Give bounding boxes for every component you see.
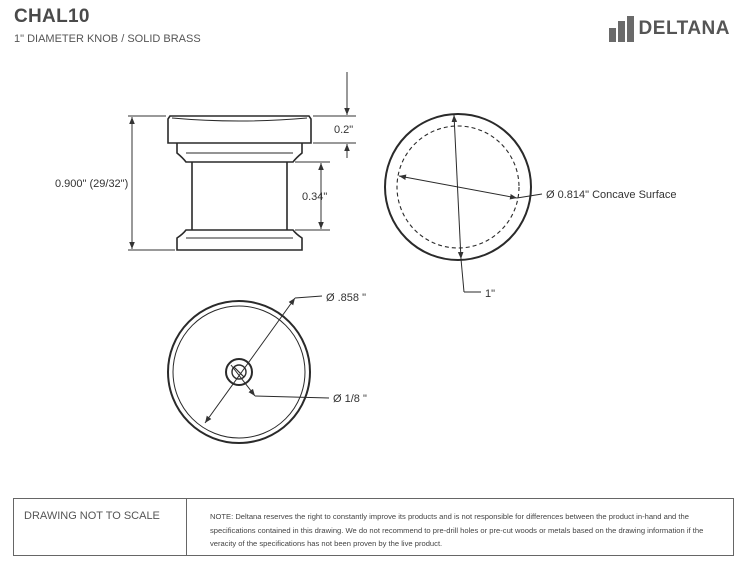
footer-scale-cell xyxy=(14,499,187,555)
top-view xyxy=(385,114,542,292)
brand-name: DELTANA xyxy=(638,18,730,39)
knob-base xyxy=(177,230,302,250)
side-dimensions xyxy=(128,72,356,250)
footer-box xyxy=(13,498,734,556)
knob-waist xyxy=(192,162,287,230)
side-view xyxy=(168,116,311,250)
drawing-title: CHAL10 xyxy=(14,6,90,27)
knob-top-cap xyxy=(168,116,311,143)
knob-concave-line xyxy=(172,118,307,121)
base-diameter-label: Ø .858 " xyxy=(326,292,366,304)
drawing-subtitle: 1" DIAMETER KNOB / SOLID BRASS xyxy=(14,33,201,45)
waist-height-label: 0.34" xyxy=(302,191,328,203)
disclaimer-text: NOTE: Deltana reserves the right to constantly improve its products and is not responsible for differences between the product in-hand and the specifications contained in this drawing. We do not recommend to pre-drill holes or pre-cut woods or metals based on the drawing information if the veracity of the specifications has not been proven by the live product. xyxy=(210,512,704,548)
hole-diameter-label: Ø 1/8 " xyxy=(333,393,367,405)
concave-label: Ø 0.814" Concave Surface xyxy=(546,189,677,201)
bottom-view xyxy=(168,296,329,443)
base-diameter-dim-line xyxy=(205,298,295,423)
total-height-label: 0.900" (29/32") xyxy=(55,178,129,190)
scale-note: DRAWING NOT TO SCALE xyxy=(24,510,160,522)
diameter-label: 1" xyxy=(485,288,496,300)
top-height-label: 0.2" xyxy=(334,124,354,136)
